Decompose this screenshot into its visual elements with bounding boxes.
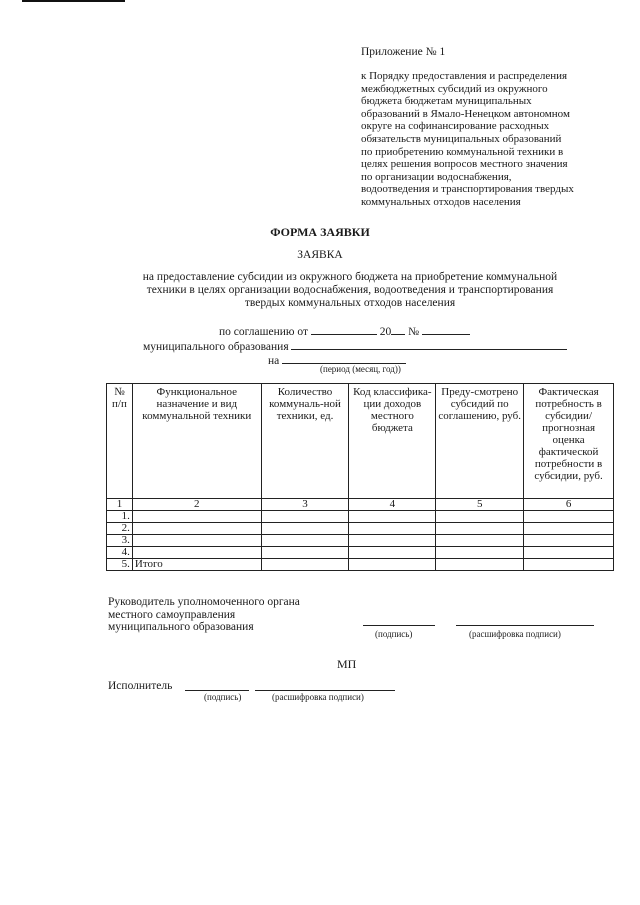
agreement-number-field[interactable] bbox=[422, 323, 470, 335]
municipality-label: муниципального образования bbox=[143, 341, 289, 353]
period-label: на bbox=[268, 355, 280, 367]
form-title: ФОРМА ЗАЯВКИ bbox=[270, 225, 370, 239]
subtitle-line: техники в целях организации водоснабжения, водоотведения и транспортирования bbox=[146, 284, 554, 296]
cell-subsidy-agreement[interactable] bbox=[436, 523, 524, 535]
cell-subsidy-agreement[interactable] bbox=[436, 559, 524, 571]
header-number: № п/п bbox=[107, 384, 133, 499]
table-row bbox=[107, 523, 614, 535]
total-label: Итого bbox=[132, 559, 261, 571]
executor-signature-hint: (подпись) bbox=[204, 692, 242, 702]
stamp-place: МП bbox=[337, 657, 357, 671]
row-number: 2. bbox=[107, 523, 133, 535]
signer-line: местного самоуправления bbox=[108, 608, 236, 621]
cell-actual-need[interactable] bbox=[524, 523, 614, 535]
executor-decoding-hint: (расшифровка подписи) bbox=[272, 692, 364, 702]
top-rule bbox=[22, 0, 125, 2]
header-function: Функциональное назначение и вид коммунальной техники bbox=[132, 384, 261, 499]
application-table bbox=[106, 383, 614, 571]
appendix-title: Приложение № 1 bbox=[361, 46, 446, 58]
column-number-row bbox=[107, 499, 614, 511]
cell-quantity[interactable] bbox=[261, 523, 349, 535]
column-number: 4 bbox=[349, 499, 436, 511]
cell-quantity[interactable] bbox=[261, 535, 349, 547]
appendix-line: образований в Ямало-Ненецком автономном bbox=[361, 107, 570, 120]
header-subsidy-agreement: Преду-смотрено субсидий по соглашению, руб. bbox=[436, 384, 524, 499]
cell-function[interactable] bbox=[132, 547, 261, 559]
cell-income-code[interactable] bbox=[349, 559, 436, 571]
application-subtitle bbox=[110, 271, 590, 310]
header-quantity: Количество коммуналь-ной техники, ед. bbox=[261, 384, 349, 499]
cell-quantity[interactable] bbox=[261, 547, 349, 559]
row-number: 3. bbox=[107, 535, 133, 547]
signer-signature-field[interactable] bbox=[363, 625, 435, 626]
appendix-line: бюджета бюджетам муниципальных bbox=[361, 95, 532, 108]
cell-income-code[interactable] bbox=[349, 523, 436, 535]
header-income-code: Код классифика-ции доходов местного бюджета bbox=[349, 384, 436, 499]
executor-decoding-field[interactable] bbox=[255, 690, 395, 691]
signer-block bbox=[108, 596, 300, 634]
row-number: 4. bbox=[107, 547, 133, 559]
column-number: 6 bbox=[524, 499, 614, 511]
appendix-line: межбюджетных субсидий из окружного bbox=[361, 82, 548, 95]
row-number: 1. bbox=[107, 511, 133, 523]
signer-signature-hint: (подпись) bbox=[375, 629, 413, 639]
cell-actual-need[interactable] bbox=[524, 535, 614, 547]
header-actual-need: Фактическая потребность в субсидии/ прогнозная оценка фактической потребности в субсидии, руб. bbox=[524, 384, 614, 499]
table-row bbox=[107, 547, 614, 559]
cell-function[interactable] bbox=[132, 523, 261, 535]
appendix-line: к Порядку предоставления и распределения bbox=[361, 70, 568, 82]
signer-decoding-field[interactable] bbox=[456, 625, 594, 626]
subtitle-line: твердых коммунальных отходов населения bbox=[244, 297, 456, 309]
signer-decoding-hint: (расшифровка подписи) bbox=[469, 629, 561, 639]
agreement-date-field[interactable] bbox=[311, 323, 377, 335]
cell-subsidy-agreement[interactable] bbox=[436, 535, 524, 547]
municipality-field[interactable] bbox=[291, 338, 567, 350]
cell-actual-need[interactable] bbox=[524, 547, 614, 559]
table-row bbox=[107, 535, 614, 547]
table-row-total bbox=[107, 559, 614, 571]
appendix-line: по организации водоснабжения, bbox=[361, 170, 512, 183]
cell-income-code[interactable] bbox=[349, 511, 436, 523]
cell-quantity[interactable] bbox=[261, 559, 349, 571]
cell-subsidy-agreement[interactable] bbox=[436, 511, 524, 523]
municipality-line bbox=[143, 338, 567, 353]
signer-line: муниципального образования bbox=[108, 621, 254, 633]
cell-actual-need[interactable] bbox=[524, 559, 614, 571]
appendix-line: водоотведения и транспортирования твердых bbox=[361, 183, 574, 196]
appendix-line: округе на софинансирование расходных bbox=[361, 120, 550, 133]
cell-actual-need[interactable] bbox=[524, 511, 614, 523]
executor-signature-field[interactable] bbox=[185, 690, 249, 691]
appendix-line: по приобретению коммунальной техники в bbox=[361, 145, 564, 158]
table-header-row bbox=[107, 384, 614, 499]
application-title: ЗАЯВКА bbox=[297, 249, 343, 261]
column-number: 1 bbox=[107, 499, 133, 511]
cell-function[interactable] bbox=[132, 535, 261, 547]
appendix-line: коммунальных отходов населения bbox=[361, 195, 521, 208]
row-number: 5. bbox=[107, 559, 133, 571]
table-row bbox=[107, 511, 614, 523]
cell-function[interactable] bbox=[132, 511, 261, 523]
subtitle-line: на предоставление субсидии из окружного бюджета на приобретение коммунальной bbox=[142, 271, 558, 283]
agreement-label: по соглашению от bbox=[219, 326, 308, 338]
agreement-year-field[interactable] bbox=[391, 323, 405, 335]
column-number: 2 bbox=[132, 499, 261, 511]
signer-line: Руководитель уполномоченного органа bbox=[108, 596, 300, 608]
appendix-line: обязательств муниципальных образований bbox=[361, 132, 562, 145]
column-number: 3 bbox=[261, 499, 349, 511]
agreement-line bbox=[219, 323, 470, 338]
appendix-line: целях решения вопросов местного значения bbox=[361, 158, 568, 171]
agreement-number-sign: № bbox=[408, 326, 420, 338]
appendix-reference bbox=[361, 70, 611, 209]
period-hint: (период (месяц, год)) bbox=[320, 364, 401, 374]
executor-label: Исполнитель bbox=[108, 680, 173, 692]
period-field[interactable] bbox=[282, 352, 406, 364]
cell-income-code[interactable] bbox=[349, 547, 436, 559]
column-number: 5 bbox=[436, 499, 524, 511]
cell-quantity[interactable] bbox=[261, 511, 349, 523]
cell-income-code[interactable] bbox=[349, 535, 436, 547]
agreement-year: 20 bbox=[379, 326, 392, 338]
cell-subsidy-agreement[interactable] bbox=[436, 547, 524, 559]
